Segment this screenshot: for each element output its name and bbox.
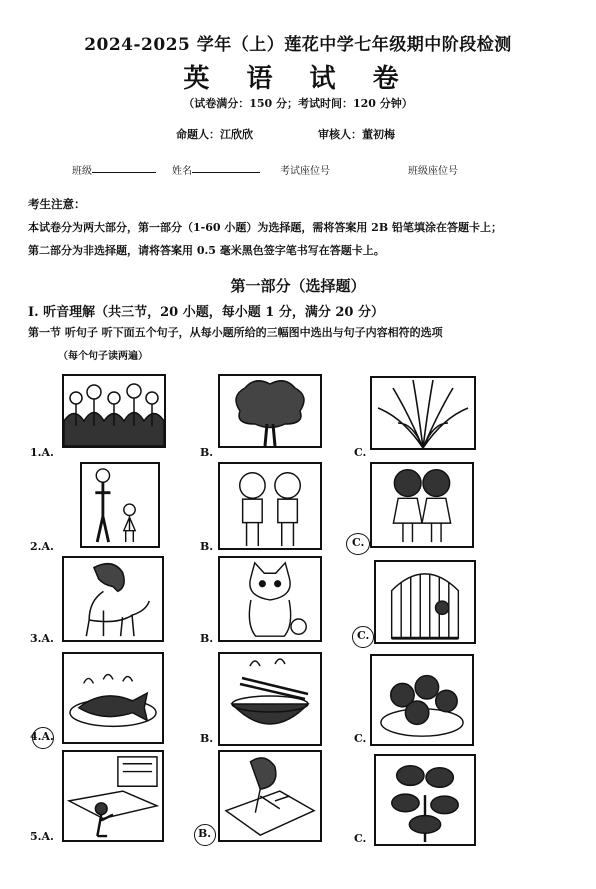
notice-line-2: 第二部分为非选择题，请将答案用 0.5 毫米黑色签字笔书写在答题卡上。 [28, 244, 385, 257]
q5-label-c: C. [354, 832, 367, 845]
q5-label-a: 5.A. [30, 830, 54, 843]
q5-option-b-writing-picture[interactable] [218, 750, 322, 842]
q3-option-b-cat-picture[interactable] [218, 556, 322, 642]
q4-label-c: C. [354, 732, 367, 745]
seat-field[interactable]: 考试座位号 [280, 166, 330, 177]
q1-label-b: B. [200, 446, 214, 459]
section-heading: I. 听音理解（共三节，20 小题，每小题 1 分，满分 20 分） [28, 305, 384, 320]
q3-label-c: C. [357, 629, 370, 642]
exam-title-subject: 英 语 试 卷 [183, 64, 413, 94]
q2-option-c-two-girls-picture[interactable] [370, 462, 474, 548]
q5-option-c-plant-picture[interactable] [374, 754, 476, 846]
q4-option-b-noodles-picture[interactable] [218, 652, 322, 746]
q1-label-c: C. [354, 446, 367, 459]
exam-title-info: （试卷满分：150 分；考试时间：120 分钟） [183, 97, 413, 110]
q3-label-b: B. [200, 632, 214, 645]
q1-label-a: 1.A. [30, 446, 54, 459]
q2-option-a-mother-daughter-picture[interactable] [80, 462, 160, 548]
q2-label-a: 2.A. [30, 540, 54, 553]
q1-option-b-tree-picture[interactable] [218, 374, 322, 448]
setter: 命题人：江欣欣 [176, 128, 253, 141]
section-description-note: （每个句子读两遍） [58, 351, 148, 362]
reviewer: 审核人：董初梅 [318, 128, 395, 141]
section-description: 第一节 听句子 听下面五个句子，从每小题所给的三幅图中选出与句子内容相符的选项 [28, 326, 443, 339]
part1-heading: 第一部分（选择题） [230, 277, 366, 295]
q2-option-b-two-boys-picture[interactable] [218, 462, 322, 550]
q4-label-a: 4.A. [30, 730, 54, 743]
class-seat-field[interactable]: 班级座位号 [408, 166, 458, 177]
name-field[interactable]: 姓名 [172, 162, 192, 177]
q1-option-a-flowers-picture[interactable] [62, 374, 166, 448]
q3-label-a: 3.A. [30, 632, 54, 645]
q3-option-a-dog-picture[interactable] [62, 556, 164, 642]
q4-label-b: B. [200, 732, 214, 745]
q1-option-c-grass-picture[interactable] [370, 376, 476, 450]
q2-label-c: C. [352, 536, 365, 549]
q2-label-b: B. [200, 540, 214, 553]
q3-option-c-birdcage-picture[interactable] [374, 560, 476, 644]
q4-option-a-fish-dish-picture[interactable] [62, 652, 164, 744]
q4-option-c-dumplings-picture[interactable] [370, 654, 474, 746]
exam-title-line1: 2024-2025 学年（上）莲花中学七年级期中阶段检测 [84, 35, 512, 55]
notice-line-1: 本试卷分为两大部分，第一部分（1-60 小题）为选择题，需将答案用 2B 铅笔填涂在答题卡上； [28, 221, 502, 234]
q5-option-a-cleaning-picture[interactable] [62, 750, 164, 842]
q5-label-b: B. [198, 827, 212, 840]
notice-heading: 考生注意： [28, 197, 86, 211]
class-field[interactable]: 班级 [72, 162, 92, 177]
